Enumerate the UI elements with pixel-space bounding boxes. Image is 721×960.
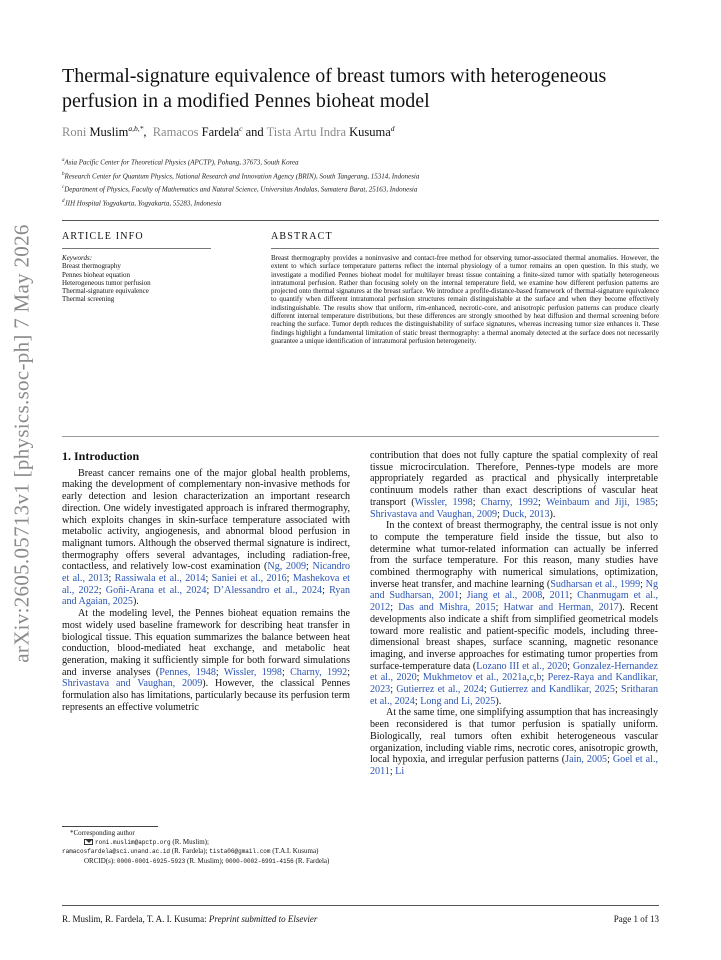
- citation-link[interactable]: Duck, 2013: [502, 508, 550, 520]
- citation-link[interactable]: Gutierrez and Kandlikar, 2025: [489, 684, 615, 696]
- citation-link[interactable]: Charny, 1992: [480, 496, 539, 508]
- keyword-item: Breast thermography: [62, 262, 121, 271]
- citation-link[interactable]: Ryan and Agaian, 2025: [62, 584, 350, 608]
- orcid-line: [62, 857, 350, 867]
- author-separator: ,: [143, 125, 147, 140]
- orcid-id[interactable]: 0000-0001-6925-5923: [116, 857, 186, 865]
- citation-link[interactable]: Ng and Sudharsan, 2001: [370, 578, 658, 602]
- abstract-text: Breast thermography provides a noninvasive and contact-free method for observing tumor-associated thermal anomalies. However, the extent to which surface temperature patterns reflect the internal physiology of a tumor remains an open question. In this study, we investigate a modified Pennes bioheat model for multilayer breast tissue containing a finite-sized tumor with spatially heterogeneous intratumoral perfusion. Rather than focusing solely on the internal temperature field, we examine how different perfusion patterns are projected onto thermal signatures at the breast surface. We introduce a profile-distance-based framework of thermal-signature equivalence to quantify when different intratumoral perfusion structures remain distinguishable at the surface and when they become effectively indistinguishable. The results show that uniform, rim-enhanced, necrotic-core, and anisotropic perfusion patterns can produce clearly different internal temperature distributions, but these differences are strongly smoothed by heat diffusion and thermal screening before reaching the surface. Tumor depth reduces the distinguishability of surface signatures, whereas increasing tumor size enhances it. These findings highlight a fundamental limitation of static breast thermography: a thermal anomaly detected at the surface does not necessarily guarantee a unique identification of intratumoral perfusion heterogeneity.: [271, 254, 659, 345]
- footer-status: Preprint submitted to Elsevier: [208, 914, 318, 924]
- citation-link[interactable]: Chanmugam et al., 2012: [370, 590, 659, 614]
- footer-divider: [62, 905, 659, 906]
- affiliation-sup: c: [62, 185, 65, 191]
- citation-link[interactable]: Gonzalez-Hernandez et al., 2020: [370, 660, 658, 684]
- envelope-icon: [84, 839, 93, 845]
- email-line: [62, 847, 350, 857]
- citation-link[interactable]: Sritharan et al., 2024: [370, 684, 659, 707]
- citation-link[interactable]: Mashekova et al., 2022: [62, 573, 350, 596]
- citation-link[interactable]: Jiang et al., 2008: [466, 590, 543, 602]
- citation-link[interactable]: Sudharsan et al., 1999: [550, 578, 641, 590]
- citation-link[interactable]: c: [529, 672, 534, 684]
- header-divider: [62, 220, 659, 221]
- citation-link[interactable]: Mukhmetov et al., 2021a: [422, 672, 527, 684]
- affiliation-sup: a: [62, 158, 65, 163]
- keywords-label: Keywords:: [62, 254, 93, 262]
- footer-authors: R. Muslim, R. Fardela, T. A. I. Kusuma:: [62, 914, 207, 924]
- paragraph: contribution that does not fully capture the spatial complexity of real tissue microcirculation. Therefore, Pennes-type models are more appropriately regarded as practical and physically interpretable continuum models rather than exact descriptions of vascular heat transport (Wissler, 1998; Charny, 1992; Weinbaum and Jiji, 1985; Shrivastava and Vaughan, 2009; Duck, 2013).: [370, 450, 659, 520]
- citation-link[interactable]: Weinbaum and Jiji, 1985: [546, 496, 656, 508]
- citation-link[interactable]: Wissler, 1998: [223, 666, 282, 678]
- citation-link[interactable]: Hatwar and Herman, 2017: [503, 602, 619, 614]
- citation-link[interactable]: Saniei et al., 2016: [211, 573, 287, 585]
- citation-link[interactable]: Long and Li, 2025: [420, 695, 496, 707]
- email-owner: (R. Muslim);: [172, 837, 209, 846]
- affiliation-item: [62, 196, 662, 210]
- author-first-name: Roni: [62, 125, 87, 140]
- footnote-divider: [62, 826, 158, 827]
- page-number: Page 1 of 13: [613, 914, 659, 924]
- citation-link[interactable]: Nicandro et al., 2013: [62, 561, 350, 585]
- citation-link[interactable]: Rassiwala et al., 2014: [114, 573, 206, 585]
- citation-link[interactable]: Wissler, 1998: [414, 496, 473, 508]
- author-last-name: Muslim: [89, 125, 129, 140]
- affiliations: [62, 155, 662, 209]
- citation-link[interactable]: Ng, 2009: [267, 561, 307, 573]
- author-and: and: [245, 125, 264, 140]
- paper-title: Thermal-signature equivalence of breast tumors with heterogeneous perfusion in a modified Pennes bioheat model: [62, 65, 607, 112]
- orcid-id[interactable]: 0000-0002-6991-4156: [225, 857, 294, 865]
- section-heading: 1. Introduction: [62, 449, 140, 463]
- paragraph: Breast cancer remains one of the major global health problems, making the development of complementary non-invasive methods for early detection and lesion characterization an important research direction. One widely investigated approach is infrared thermography, which exploits changes in skin-surface temperature associated with metabolic activity, angiogenesis, and abnormal blood perfusion in malignant tumors. Although the observed thermal signature is indirect, thermography offers several advantages, including radiation-free, contactless, and relatively low-cost examination (Ng, 2009; Nicandro et al., 2013; Rassiwala et al., 2014; Saniei et al., 2016; Mashekova et al., 2022; Goñi-Arana et al., 2024; D’Alessandro et al., 2024; Ryan and Agaian, 2025).: [62, 467, 350, 608]
- email-owner: (T.A.I. Kusuma): [272, 847, 319, 856]
- affiliation-text: Asia Pacific Center for Theoretical Physics (APCTP), Pohang, 37673, South Korea: [64, 158, 299, 167]
- author-line: [62, 124, 662, 140]
- affiliation-text: Research Center for Quantum Physics, National Research and Innovation Agency (BRIN), South Tangerang, 15314, Indonesia: [64, 171, 420, 180]
- citation-link[interactable]: Charny, 1992: [290, 666, 348, 678]
- citation-link[interactable]: Pennes, 1948: [159, 666, 216, 678]
- citation-link[interactable]: Perez-Raya and Kandlikar, 2023: [370, 672, 659, 696]
- author-first-name: Tista Artu Indra: [266, 125, 346, 140]
- keyword-item: Thermal screening: [62, 295, 115, 304]
- citation-link[interactable]: 2011: [549, 590, 570, 602]
- email-owner: (R. Fardela);: [171, 847, 208, 856]
- arxiv-stamp-text: arXiv:2605.05713v1 [physics.soc-ph] 7 May 2026: [9, 223, 34, 663]
- email-address[interactable]: ramacosfardela@sci.unand.ac.id: [62, 848, 171, 856]
- footer-citation: [62, 914, 317, 924]
- abstract-heading: ABSTRACT: [271, 231, 333, 242]
- article-info-heading: ARTICLE INFO: [62, 231, 144, 242]
- affiliation-sup: d: [62, 198, 65, 204]
- affiliation-text: Department of Physics, Faculty of Mathematics and Natural Science, Universitas Andalas, Sumatera Barat, 25163, Indonesia: [64, 185, 418, 194]
- citation-link[interactable]: Lozano III et al., 2020: [476, 660, 568, 672]
- citation-link[interactable]: Das and Mishra, 2015: [398, 602, 496, 614]
- citation-link[interactable]: Shrivastava and Vaughan, 2009: [370, 508, 498, 520]
- affiliation-item: [62, 155, 662, 169]
- citation-link[interactable]: Goel et al., 2011: [370, 754, 659, 777]
- affiliation-item: [62, 169, 662, 183]
- citation-link[interactable]: Shrivastava and Vaughan, 2009: [62, 678, 203, 690]
- orcid-owner: (R. Fardela): [295, 856, 330, 865]
- abstract-bottom-divider: [62, 436, 659, 437]
- citation-link[interactable]: Gutierrez et al., 2024: [396, 684, 484, 696]
- affiliation-sup: b: [62, 171, 65, 177]
- citation-link[interactable]: D’Alessandro et al., 2024: [213, 584, 323, 596]
- email-address[interactable]: tista06@gmail.com: [209, 848, 271, 856]
- citation-link[interactable]: b: [536, 672, 542, 684]
- abstract-divider: [271, 248, 659, 249]
- affiliation-text: JIH Hospital Yogyakarta, Yogyakarta, 55283, Indonesia: [64, 198, 222, 207]
- keywords-block: [62, 254, 222, 304]
- orcid-owner: (R. Muslim);: [187, 856, 224, 865]
- paragraph: At the modeling level, the Pennes bioheat equation remains the most widely used baseline framework for describing heat transfer in biological tissue. This equation summarizes the balance between heat conduction, blood-mediated heat exchange, and metabolic heat generation, making it sufficiently simple for both forward simulations and inverse analyses (Pennes, 1948; Wissler, 1998; Charny, 1992; Shrivastava and Vaughan, 2009). However, the classical Pennes formulation also has limitations, particularly because its perfusion term represents an effective volumetric: [62, 608, 350, 713]
- author-sup: d: [390, 124, 395, 133]
- footnotes: [62, 829, 350, 866]
- paragraph: In the context of breast thermography, the central issue is not only to compute the temperature field inside the tissue, but also to determine what tumor-related information can actually be inferred from the surface temperature. For this reason, many studies have combined thermography with numerical simulations, optimization, inverse heat transfer, and machine learning (Sudharsan et al., 1999; Ng and Sudharsan, 2001; Jiang et al., 2008, 2011; Chanmugam et al., 2012; Das and Mishra, 2015; Hatwar and Herman, 2017). Recent developments also indicate a shift from simplified geometrical models toward more realistic and patient-specific models, including three-dimensional breast shapes, surface scanning, magnetic resonance imaging, and inverse approaches for estimating tumor properties from surface-temperature data (Lozano III et al., 2020; Gonzalez-Hernandez et al., 2020; Mukhmetov et al., 2021a,c,b; Perez-Raya and Kandlikar, 2023; Gutierrez et al., 2024; Gutierrez and Kandlikar, 2025; Sritharan et al., 2024; Long and Li, 2025).: [370, 520, 659, 707]
- keyword-item: Heterogeneous tumor perfusion: [62, 278, 151, 287]
- author-last-name: Fardela: [201, 125, 240, 140]
- author-last-name: Kusuma: [349, 125, 391, 140]
- author-sup: a,b,*: [128, 124, 144, 133]
- keyword-item: Thermal-signature equivalence: [62, 287, 149, 296]
- citation-link[interactable]: Jain, 2005: [565, 754, 608, 766]
- citation-link[interactable]: Li: [395, 765, 405, 777]
- paragraph: At the same time, one simplifying assumption that has increasingly been reconsidered is that tumor perfusion is spatially uniform. Biologically, real tumors often exhibit heterogeneous vascular organization, including viable rims, necrotic cores, anisotropic growth, local hypoxia, and irregular perfusion patterns (Jain, 2005; Goel et al., 2011; Li: [370, 707, 659, 777]
- orcid-label: ORCID(s):: [84, 856, 116, 865]
- affiliation-item: [62, 182, 662, 196]
- author-sup: c: [239, 124, 243, 133]
- article-info-divider: [62, 248, 211, 249]
- left-column: [62, 450, 350, 713]
- right-column: [370, 450, 658, 778]
- corresponding-author-note: *Corresponding author: [70, 829, 135, 837]
- email-line: [62, 838, 350, 848]
- author-first-name: Ramacos: [152, 125, 199, 140]
- email-address[interactable]: roni.muslim@apctp.org: [95, 838, 171, 846]
- citation-link[interactable]: Goñi-Arana et al., 2024: [105, 584, 207, 596]
- keyword-item: Pennes bioheat equation: [62, 270, 131, 279]
- arxiv-stamp: [2, 208, 42, 678]
